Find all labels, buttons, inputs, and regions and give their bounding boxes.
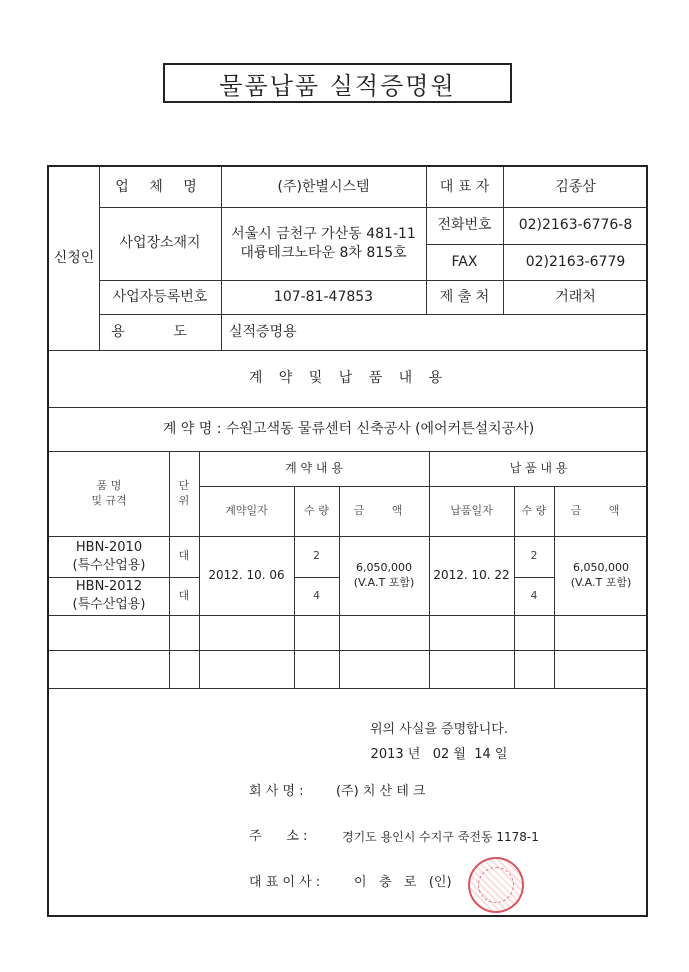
representative-label: 대 표 자 — [439, 178, 490, 195]
phone-label: 전화번호 — [437, 217, 492, 234]
contract-group-header: 계 약 내 용 — [285, 461, 343, 476]
item-spec-header — [49, 451, 169, 536]
contract-amount-header: 금 액 — [353, 503, 415, 517]
contract-qty-header: 수 량 — [304, 503, 329, 517]
submit-to-label: 제 출 처 — [439, 288, 490, 305]
delivery-date-value: 2012. 10. 22 — [433, 568, 510, 583]
item-header-line2: 및 규격 — [91, 493, 127, 507]
contract-amount: 6,050,000 — [356, 560, 412, 574]
applicant-section-label: 신청인 — [53, 250, 95, 267]
business-number-value: 107-81-47853 — [273, 288, 374, 305]
item-spec: (특수산업용) — [72, 597, 146, 612]
purpose-label: 용 도 — [111, 323, 209, 340]
company-seal-stamp — [468, 857, 524, 913]
item-header-line1: 품 명 — [96, 478, 122, 492]
certification-statement: 위의 사실을 증명합니다. — [370, 722, 508, 738]
issuer-company-label: 회 사 명 : — [249, 784, 304, 800]
address-line-2: 대륭테크노타운 8차 815호 — [240, 244, 407, 261]
contract-vat-note: (V.A.T 포함) — [353, 575, 415, 589]
contract-section-heading: 계 약 및 납 품 내 용 — [248, 370, 449, 387]
submit-to-value: 거래처 — [555, 288, 596, 305]
item-model: HBN-2012 — [75, 579, 143, 595]
delivery-amount: 6,050,000 — [573, 560, 629, 574]
delivery-amount-value — [554, 536, 648, 615]
delivery-vat-note: (V.A.T 포함) — [570, 575, 632, 589]
item-unit: 대 — [178, 549, 190, 563]
delivery-date-header: 납품일자 — [450, 503, 493, 517]
fax-value: 02)2163-6779 — [525, 253, 626, 270]
purpose-value: 실적증명용 — [229, 323, 297, 340]
address-line-1: 서울시 금천구 가산동 481-11 — [231, 225, 416, 242]
delivery-group-header: 납 품 내 용 — [509, 461, 568, 476]
delivery-qty-2: 4 — [530, 588, 538, 602]
item-row-1 — [49, 539, 169, 575]
fax-label: FAX — [451, 253, 478, 270]
company-name-label: 업 체 명 — [115, 178, 205, 195]
contract-name: 계 약 명 : 수원고색동 물류센터 신축공사 (에어커튼설치공사) — [162, 420, 535, 437]
delivery-qty-header: 수 량 — [521, 503, 547, 517]
issuer-address-value: 경기도 용인시 수지구 죽전동 1178-1 — [342, 829, 539, 844]
unit-header — [169, 451, 199, 536]
item-spec: (특수산업용) — [72, 558, 146, 573]
address-value — [221, 207, 426, 280]
company-name-value: (주)한별시스템 — [277, 178, 370, 195]
certification-date: 2013 년 02 월 14 일 — [370, 747, 508, 763]
contract-qty-1: 2 — [313, 549, 320, 563]
contract-qty-2: 4 — [313, 588, 320, 602]
rule — [49, 688, 648, 689]
delivery-qty-1: 2 — [530, 549, 538, 563]
ceo-label: 대 표 이 사 : — [249, 875, 321, 891]
rule — [49, 650, 648, 651]
unit-header-line1: 단 — [178, 478, 190, 492]
contract-amount-value — [339, 536, 429, 615]
document-title: 물품납품 실적증명원 — [163, 63, 512, 103]
representative-value: 김종삼 — [555, 178, 596, 195]
contract-date-header: 계약일자 — [225, 503, 268, 517]
ceo-name: 이 충 로 (인) — [354, 875, 452, 891]
phone-value: 02)2163-6776-8 — [518, 217, 633, 234]
unit-header-line2: 위 — [178, 493, 190, 507]
item-row-2 — [49, 577, 169, 615]
item-unit: 대 — [178, 588, 190, 602]
rule — [49, 615, 648, 616]
delivery-amount-header: 금 액 — [570, 503, 632, 517]
business-number-label: 사업자등록번호 — [112, 288, 208, 305]
issuer-company-value: (주) 치 산 테 크 — [336, 784, 426, 800]
issuer-address-label: 주 소 : — [249, 829, 308, 845]
certificate-form — [47, 165, 648, 917]
address-label: 사업장소재지 — [119, 235, 201, 252]
contract-date-value: 2012. 10. 06 — [208, 568, 285, 583]
item-model: HBN-2010 — [75, 540, 143, 556]
